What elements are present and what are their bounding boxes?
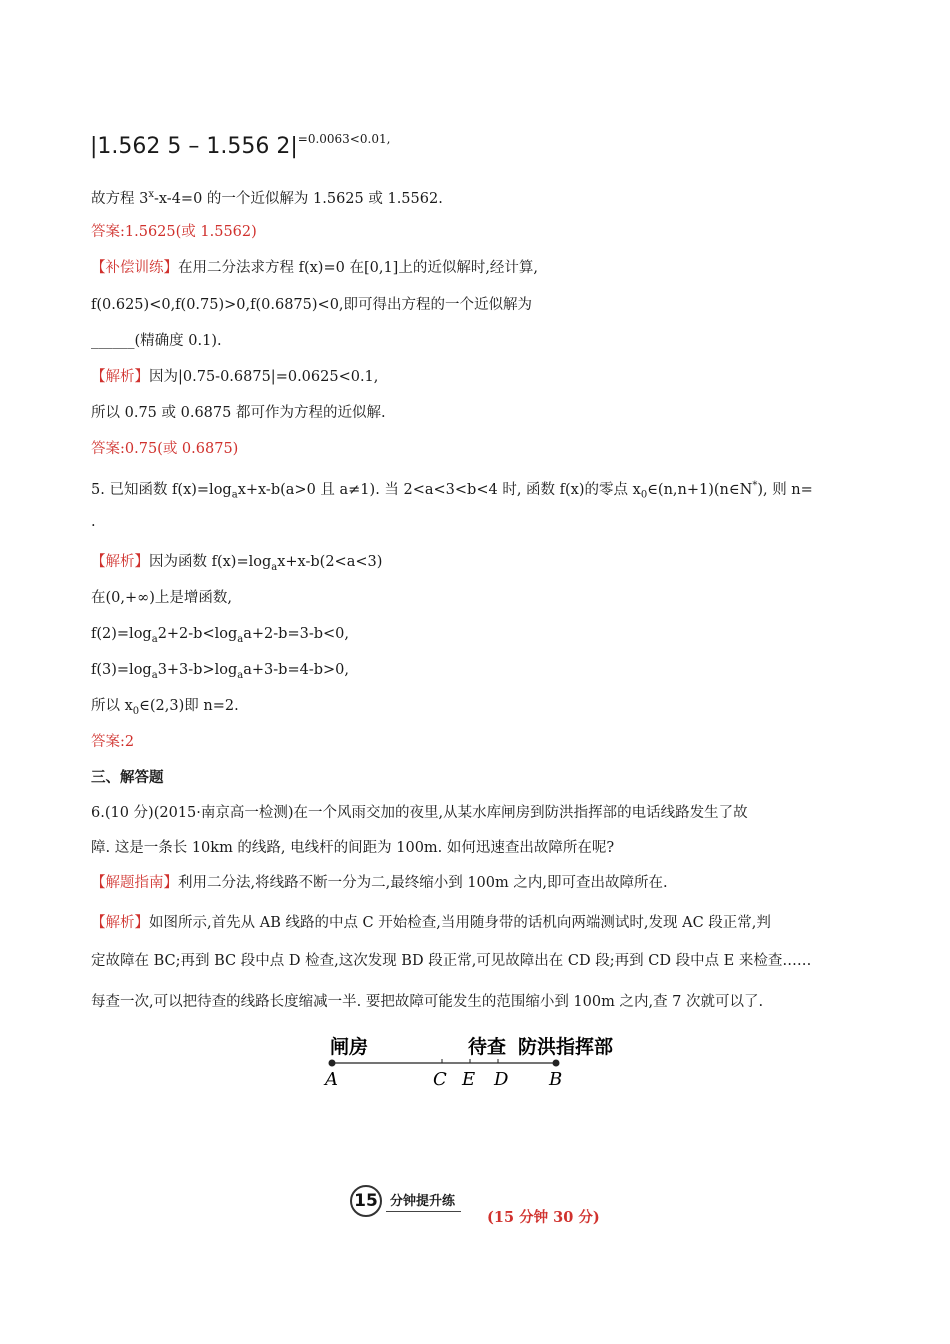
line-text-segment: x+x-b(a>0 且 a≠1). 当 2<a<3<b<4 时, 函数 f(x)的零点 x xyxy=(237,481,641,498)
abs-expression: |1.562 5 – 1.556 2| xyxy=(90,134,298,159)
line-text-segment: 6.(10 分)(2015·南京高一检测)在一个风雨交加的夜里,从某水库闸房到防洪指挥部的电话线路发生了故 xyxy=(91,805,748,821)
line-text-segment: 3+3-b>log xyxy=(157,662,238,678)
line-text-segment: 因为函数 f(x)=log xyxy=(149,554,272,570)
line-text-segment: a xyxy=(237,669,244,681)
point-a-label: A xyxy=(325,1069,338,1090)
line-text-segment: 如图所示,首先从 AB 线路的中点 C 开始检查,当用随身带的话机向两端测试时,发现 AC 段正常,判 xyxy=(149,915,771,931)
line-text-segment: 故方程 3 xyxy=(91,190,149,207)
line-text-segment: 答案:2 xyxy=(91,734,135,750)
line-text-segment: a+3-b=4-b>0, xyxy=(243,662,349,678)
point-d-label: D xyxy=(494,1069,509,1090)
line-text-segment: ______(精确度 0.1). xyxy=(91,333,222,349)
line-text-segment: a xyxy=(151,669,158,681)
fault-line-diagram xyxy=(320,1030,640,1090)
label-gate-house: 闸房 xyxy=(330,1036,369,1058)
line-text-segment: -x-4=0 的一个近似解为 1.5625 或 1.5562. xyxy=(153,190,443,207)
line-text-segment: 利用二分法,将线路不断一分为二,最终缩小到 100m 之内,即可查出故障所在. xyxy=(178,875,668,891)
line-text-segment: 每查一次,可以把待查的线路长度缩减一半. 要把故障可能发生的范围缩小到 100m 之内,查 7 次就可以了. xyxy=(91,994,764,1010)
text-line-l12 xyxy=(91,588,232,608)
line-text-segment: a+2-b=3-b<0, xyxy=(243,626,349,642)
line-text-segment: ), 则 n= xyxy=(757,481,813,498)
text-line-l6 xyxy=(91,367,378,387)
line-text-segment: ∈(2,3)即 n=2. xyxy=(139,698,239,714)
point-e-label: E xyxy=(462,1069,476,1090)
text-line-l20 xyxy=(91,873,668,893)
line-text-segment: 答案:1.5625(或 1.5562) xyxy=(91,224,257,240)
line-text-segment: 三、解答题 xyxy=(91,769,164,786)
line-text-segment: 【补偿训练】 xyxy=(91,260,178,276)
line-text-segment: x+x-b(2<a<3) xyxy=(277,554,383,570)
line-text-segment: 在用二分法求方程 f(x)=0 在[0,1]上的近似解时,经计算, xyxy=(178,260,539,276)
line-text-segment: 【解题指南】 xyxy=(91,875,178,891)
point-c-label: C xyxy=(433,1069,447,1090)
text-line-l3 xyxy=(91,258,538,278)
line-text-segment: 所以 0.75 或 0.6875 都可作为方程的近似解. xyxy=(91,405,386,421)
line-text-segment: a xyxy=(151,633,158,645)
abs-result: =0.0063<0.01, xyxy=(297,132,391,146)
line-text-segment: 5. 已知函数 f(x)=log xyxy=(91,481,232,498)
line-text-segment: 2+2-b<log xyxy=(157,626,238,642)
line-text-segment: a xyxy=(231,489,238,501)
line-text-segment: ∈(n,n+1)(n∈N xyxy=(647,481,753,498)
badge-number: 15 xyxy=(350,1185,382,1217)
label-flood-hq: 防洪指挥部 xyxy=(518,1036,614,1058)
line-text-segment: 所以 x xyxy=(91,698,133,714)
text-line-l4 xyxy=(91,295,532,315)
text-line-l2 xyxy=(91,222,257,242)
line-text-segment: a xyxy=(271,561,278,573)
line-text-segment: f(0.625)<0,f(0.75)>0,f(0.6875)<0,即可得出方程的一个近似解为 xyxy=(91,297,533,313)
line-text-segment: 【解析】 xyxy=(91,369,149,385)
text-line-l14 xyxy=(91,660,349,686)
text-line-l10 xyxy=(91,512,96,532)
line-text-segment: 0 xyxy=(132,705,140,717)
section-time-score: (15 分钟 30 分) xyxy=(487,1209,600,1226)
text-line-l16 xyxy=(91,732,134,752)
line-text-segment: 答案:0.75(或 0.6875) xyxy=(91,441,239,457)
line-text-segment: 因为|0.75-0.6875|=0.0625<0.1, xyxy=(149,369,379,385)
text-line-l19 xyxy=(91,838,614,858)
point-b-dot xyxy=(553,1060,560,1067)
text-line-l21 xyxy=(91,913,771,933)
line-text-segment: 障. 这是一条长 10km 的线路, 电线杆的间距为 100m. 如何迅速查出故障所在呢? xyxy=(91,840,615,856)
text-line-l7 xyxy=(91,403,386,423)
label-to-check: 待查 xyxy=(468,1036,507,1058)
line-text-segment: 【解析】 xyxy=(91,554,149,570)
text-line-l8 xyxy=(91,439,238,459)
line-text-segment: 在(0,+∞)上是增函数, xyxy=(91,590,232,606)
point-a-dot xyxy=(329,1060,336,1067)
line-text-segment: f(3)=log xyxy=(91,662,152,678)
text-line-l17 xyxy=(91,768,164,788)
text-line-l11 xyxy=(91,552,382,578)
line-text-segment: * xyxy=(752,480,758,491)
line-text-segment: f(2)=log xyxy=(91,626,152,642)
text-line-l22 xyxy=(91,951,811,971)
line-text-segment: a xyxy=(237,633,244,645)
text-line-l9 xyxy=(91,476,813,506)
text-line-l13 xyxy=(91,624,349,650)
badge-title: 分钟提升练 xyxy=(386,1190,461,1212)
line-text-segment: x xyxy=(148,189,154,200)
line-text-segment: 0 xyxy=(640,489,648,501)
line-text-segment: 定故障在 BC;再到 BC 段中点 D 检查,这次发现 BD 段正常,可见故障出在 CD 段;再到 CD 段中点 E 来检查…… xyxy=(91,953,812,969)
text-line-l5 xyxy=(91,331,222,351)
section-badge xyxy=(350,1186,461,1216)
line-text-segment: 【解析】 xyxy=(91,915,149,931)
text-line-l1 xyxy=(91,185,443,209)
top-expression xyxy=(90,134,390,159)
text-line-l15 xyxy=(91,696,239,722)
point-b-label: B xyxy=(549,1069,563,1090)
text-line-l23 xyxy=(91,992,763,1012)
text-line-l18 xyxy=(91,803,748,823)
line-text-segment: . xyxy=(91,514,96,530)
